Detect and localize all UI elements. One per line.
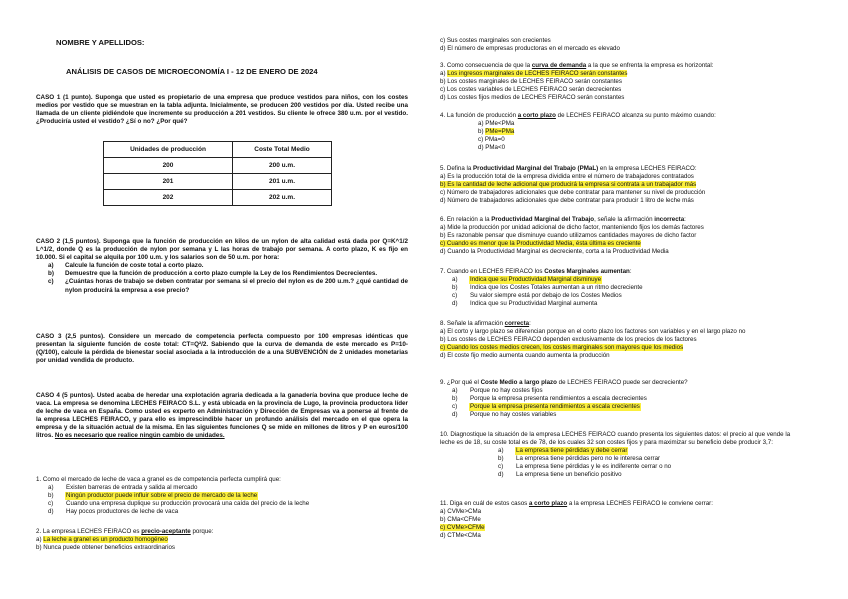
- option-text: El número de empresas productoras en el mercado es elevado: [447, 45, 620, 53]
- option-text: La empresa tiene pérdidas y le es indiferente cerrar o no: [516, 463, 672, 471]
- option-c: [48, 500, 408, 508]
- option-text: PMa=0: [484, 136, 505, 144]
- table-cell: 202 u.m.: [233, 190, 332, 206]
- question-4: 4. La función de producción a corto plazo de LECHES FEIRACO alcanza su punto máximo cuando: a) PMe<PMa b) PMe=PMa c) PMa=0 d) PMa<0: [440, 112, 800, 152]
- option-text: Porque no hay costes variables: [470, 411, 557, 419]
- question-1: [36, 476, 408, 516]
- option-letter: c): [440, 37, 446, 44]
- option-text: Los costes fijos medios de LECHES FEIRACO serán constantes: [447, 94, 625, 102]
- list-item: [48, 270, 408, 278]
- case3-text: CASO 3 (2,5 puntos). Considere un mercado de competencia perfecta compuesto por 100 empresas idénticas que presentan la siguiente función de coste total: CT=Q²/2. Sabiendo que la curva de demanda de este mercado es P=10-(Q/100), calcule la pérdida de bienestar social asociada a la introducción de a una SUBVENCIÓN de 2 unidades monetarias por unidad vendida de producto.: [36, 333, 408, 365]
- option-letter: b): [48, 492, 54, 500]
- option-text: Número de trabajadores adicionales que debe contratar para producir 1 litro de leche más: [447, 197, 694, 205]
- case4-text: [36, 392, 408, 441]
- option-text: Número de trabajadores adicionales que debe contratar para mantener su nivel de producción: [446, 189, 706, 197]
- question-text: 4. La función de producción a corto plazo de LECHES FEIRACO alcanza su punto máximo cuando:: [440, 112, 716, 119]
- option-a: [48, 484, 408, 492]
- option-text-highlighted: Cuando es menor que la Productividad Media, ésta última es creciente: [446, 240, 641, 248]
- option-text-highlighted: CVMe>CFMe: [446, 524, 485, 532]
- table-cell: 200: [104, 158, 233, 174]
- option-text: Indica que los Costes Totales aumentan a un ritmo decreciente: [470, 284, 643, 292]
- question-text: 1. Como el mercado de leche de vaca a granel es de competencia perfecta cumplirá que:: [36, 476, 281, 483]
- question-5: 5. Defina la Productividad Marginal del Trabajo (PMaL) en la empresa LECHES FEIRACO: a) Es la producción total de la empresa dividida entre el número de trabajadores contratados b) Es la cantidad de leche adicional que producirá la empresa si contrata a un trabajador más c) Número de trabajadores adicionales que debe contratar para mantener su nivel de producción d) Número de trabajadores adicionales que debe contratar para producir 1 litro de leche más: [440, 165, 800, 205]
- option-text: Es razonable pensar que disminuye cuando utilizamos cantidades mayores de dicho factor: [447, 232, 697, 240]
- question-2-continued: [440, 37, 800, 53]
- question-text: 2. La empresa LECHES FEIRACO es precio-aceptante porque:: [36, 528, 214, 535]
- option-d: [48, 508, 408, 516]
- option-text: Cuando la Productividad Marginal es decreciente, corta a la Productividad Media: [447, 248, 669, 256]
- table-cell: 200 u.m.: [233, 158, 332, 174]
- option-text: CMa<CFMe: [447, 516, 481, 524]
- option-letter: a): [48, 484, 54, 492]
- option-text: Mide la producción por unidad adicional de dicho factor, manteniendo fijos los demás factores: [447, 224, 704, 232]
- option-text-highlighted: Los ingresos marginales de LECHES FEIRACO serán constantes: [447, 70, 628, 78]
- option-text: PMe<PMa: [485, 120, 515, 128]
- option-letter: a): [36, 536, 42, 544]
- exam-title: ANÁLISIS DE CASOS DE MICROECONOMÍA I - 12 DE ENERO DE 2024: [66, 67, 318, 76]
- question-text: 7. Cuando en LECHES FEIRACO los Costes Marginales aumentan:: [440, 268, 632, 275]
- question-text: 3. Como consecuencia de que la curva de demanda a la que se enfrenta la empresa es horizontal:: [440, 62, 714, 69]
- case4-note: No es necesario que realice ningún cambio de unidades.: [54, 432, 225, 440]
- option-text: Los costes de LECHES FEIRACO dependen exclusivamente de los precios de los factores: [447, 336, 697, 344]
- option-text-highlighted: Porque la empresa presenta rendimientos a escala crecientes: [470, 403, 640, 411]
- question-6: 6. En relación a la Productividad Marginal del Trabajo, señale la afirmación incorrecta: a) Mide la producción por unidad adicional de dicho factor, manteniendo fijos los demás factores b) Es razonable pensar que disminuye cuando utilizamos cantidades mayores de dicho factor c) Cuando es menor que la Productividad Media, ésta última es creciente d) Cuando la Productividad Marginal es decreciente, corta a la Productividad Media: [440, 216, 800, 256]
- option-text-highlighted: Cuando los costes medios crecen, los costes marginales son mayores que los medios: [446, 344, 684, 352]
- option-letter: d): [48, 508, 54, 516]
- production-cost-table: [103, 141, 332, 206]
- case2-text: CASO 2 (1,5 puntos). Suponga que la función de producción en kilos de un nylon de alta calidad está dada por Q=K^1/2 L^1/2, donde Q es la producción de nylon por semana y L las horas de trabajo por semana. A corto plazo, K es fijo en 10.000. Si el capital se alquila por 100 u.m. y los salarios son de 50 u.m. por hora:: [36, 238, 408, 262]
- option-text: Indica que su Productividad Marginal aumenta: [470, 300, 598, 308]
- option-b: [48, 492, 408, 500]
- option-text-highlighted: Indica que su Productividad Marginal disminuye: [470, 276, 602, 284]
- table-row: [104, 158, 332, 174]
- option-text: Los costes variables de LECHES FEIRACO serán decrecientes: [446, 86, 622, 94]
- item-text: Calcule la función de coste total a corto plazo.: [65, 262, 204, 270]
- item-text: Demuestre que la función de producción a corto plazo cumple la Ley de los Rendimientos Decrecientes.: [65, 270, 378, 278]
- option-text: Cuando una empresa duplique su producción provocará una caída del precio de la leche: [66, 500, 310, 508]
- item-letter: a): [48, 262, 54, 270]
- option-text: El coste fijo medio aumenta cuando aumenta la producción: [447, 352, 610, 360]
- table-cell: 201 u.m.: [233, 174, 332, 190]
- question-3: 3. Como consecuencia de que la curva de demanda a la que se enfrenta la empresa es horizontal: a) Los ingresos marginales de LECHES FEIRACO serán constantes b) Los costes marginales de LECHES FEIRACO serán constantes c) Los costes variables de LECHES FEIRACO serán decrecientes d) Los costes fijos medios de LECHES FEIRACO serán constantes: [440, 62, 800, 102]
- item-letter: c): [48, 278, 54, 286]
- question-text: 10. Diagnostique la situación de la empresa LECHES FEIRACO cuando presenta los siguientes datos: el precio al que vende la leche es de 18, su coste total es de 78, de los cuales 32 son costes fijos y para maximizar su beneficio debe producir 3,7:: [440, 431, 791, 447]
- option-text: PMa<0: [485, 144, 506, 152]
- option-text: Es la producción total de la empresa dividida entre el número de trabajadores contratados: [447, 173, 694, 181]
- option-text-highlighted: Ningún productor puede influir sobre el precio de mercado de la leche: [66, 492, 258, 500]
- option-text-highlighted: PMe=PMa: [485, 128, 515, 136]
- table-cell: 201: [104, 174, 233, 190]
- option-text: La empresa tiene un beneficio positivo: [516, 471, 622, 479]
- question-text: 8. Señale la afirmación correcta:: [440, 320, 531, 327]
- option-text: Porque no hay costes fijos: [470, 387, 543, 395]
- table-row: [104, 174, 332, 190]
- case2-block: [36, 238, 408, 295]
- question-11: 11. Diga en cuál de estos casos a corto plazo a la empresa LECHES FEIRACO le conviene cerrar: a) CVMe>CMa b) CMa<CFMe c) CVMe>CFMe d) CTMe<CMa: [440, 500, 800, 540]
- list-item: [48, 262, 408, 270]
- option-text: Los costes marginales de LECHES FEIRACO serán constantes: [447, 78, 622, 86]
- option-text: La empresa tiene pérdidas pero no le interesa cerrar: [516, 455, 661, 463]
- question-2: [36, 528, 408, 552]
- option-text-highlighted: La leche a granel es un producto homogéneo: [43, 536, 168, 544]
- option-letter: d): [440, 45, 446, 53]
- case1-text: CASO 1 (1 punto). Suponga que usted es propietario de una empresa que produce vestidos para niños, con los costes medios por vestido que se muestran en la tabla adjunta. Inicialmente, se producen 200 vestidos por día. Usted recibe una llamada de un cliente pidiéndole que incremente su producción a 201 vestidos. Su cliente le ofrece 380 u.m. por el vestido. ¿Produciría usted el vestido? ¿Sí o no? ¿Por qué?: [36, 94, 408, 126]
- item-letter: b): [48, 270, 54, 278]
- list-item: [48, 278, 408, 294]
- option-text: Nunca puede obtener beneficios extraordinarios: [43, 544, 175, 552]
- option-text: Su valor siempre está por debajo de los Costes Medios: [470, 292, 622, 300]
- option-text: Hay pocos productores de leche de vaca: [66, 508, 179, 516]
- option-text-highlighted: Es la cantidad de leche adicional que producirá la empresa si contrata a un trabajador más: [447, 181, 697, 189]
- option-letter: c): [48, 500, 54, 508]
- option-text: Sus costes marginales son crecientes: [446, 37, 551, 44]
- table-row: [104, 190, 332, 206]
- question-8: 8. Señale la afirmación correcta: a) El corto y largo plazo se diferencian porque en el corto plazo los factores son variables y en el largo plazo no b) Los costes de LECHES FEIRACO dependen exclusivamente de los precios de los factores c) Cuando los costes medios crecen, los costes marginales son mayores que los medios d) El coste fijo medio aumenta cuando aumenta la producción: [440, 320, 800, 360]
- question-text: 5. Defina la Productividad Marginal del Trabajo (PMaL) en la empresa LECHES FEIRACO:: [440, 165, 697, 172]
- table-cell: 202: [104, 190, 233, 206]
- table-header: Unidades de producción: [104, 142, 233, 158]
- question-text: 9. ¿Por qué el Coste Medio a largo plazo de LECHES FEIRACO puede ser decreciente?: [440, 379, 688, 386]
- option-text: Existen barreras de entrada y salida al mercado: [66, 484, 198, 492]
- question-text: 6. En relación a la Productividad Marginal del Trabajo, señale la afirmación incorrecta:: [440, 216, 686, 223]
- option-text: El corto y largo plazo se diferencian porque en el corto plazo los factores son variables y en el largo plazo no: [447, 328, 746, 336]
- question-9: 9. ¿Por qué el Coste Medio a largo plazo de LECHES FEIRACO puede ser decreciente? a) Porque no hay costes fijos b) Porque la empresa presenta rendimientos a escala decrecientes c) Porque la empresa presenta rendimientos a escala crecientes d) Porque no hay costes variables: [440, 379, 800, 419]
- item-text: ¿Cuántas horas de trabajo se deben contratar por semana si el precio del nylon es de 200 u.m.? ¿qué cantidad de nylon producirá la empresa a ese precio?: [65, 278, 408, 294]
- option-text: CVMe>CMa: [447, 508, 482, 516]
- option-text-highlighted: La empresa tiene pérdidas y debe cerrar: [516, 447, 628, 455]
- table-header: Coste Total Medio: [233, 142, 332, 158]
- option-letter: b): [36, 544, 42, 552]
- case4-body: CASO 4 (5 puntos). Usted acaba de heredar una explotación agraria dedicada a la ganadería bovina que produce leche de vaca. La empresa se denomina LECHES FEIRACO S.L. y está ubicada en la provincia de Lugo, la provincia productora líder de leche de vaca en España. Como usted es experto en Administración y Dirección de Empresas va a ponerse al frente de la empresa LECHES FEIRACO, y para ello es imprescindible hacer un profundo análisis del mercado en el que opera la empresa y de la situación actual de la misma. En las siguientes funciones Q se mide en millones de litros y P en euros/100 litros.: [36, 392, 408, 440]
- question-text: 11. Diga en cuál de estos casos a corto plazo a la empresa LECHES FEIRACO le conviene cerrar:: [440, 500, 713, 507]
- name-label: NOMBRE Y APELLIDOS:: [56, 38, 145, 47]
- question-7: 7. Cuando en LECHES FEIRACO los Costes Marginales aumentan: a) Indica que su Productividad Marginal disminuye b) Indica que los Costes Totales aumentan a un ritmo decreciente c) Su valor siempre está por debajo de los Costes Medios d) Indica que su Productividad Marginal aumenta: [440, 268, 800, 308]
- option-text: Porque la empresa presenta rendimientos a escala decrecientes: [470, 395, 647, 403]
- option-text: CTMe<CMa: [447, 532, 481, 540]
- question-10: 10. Diagnostique la situación de la empresa LECHES FEIRACO cuando presenta los siguientes datos: el precio al que vende la leche es de 18, su coste total es de 78, de los cuales 32 son costes fijos y para maximizar su beneficio debe producir 3,7: a) La empresa tiene pérdidas y debe cerrar b) La empresa tiene pérdidas pero no le interesa cerrar c) La empresa tiene pérdidas y le es indiferente cerrar o no d) La empresa tiene un beneficio positivo: [440, 431, 800, 480]
